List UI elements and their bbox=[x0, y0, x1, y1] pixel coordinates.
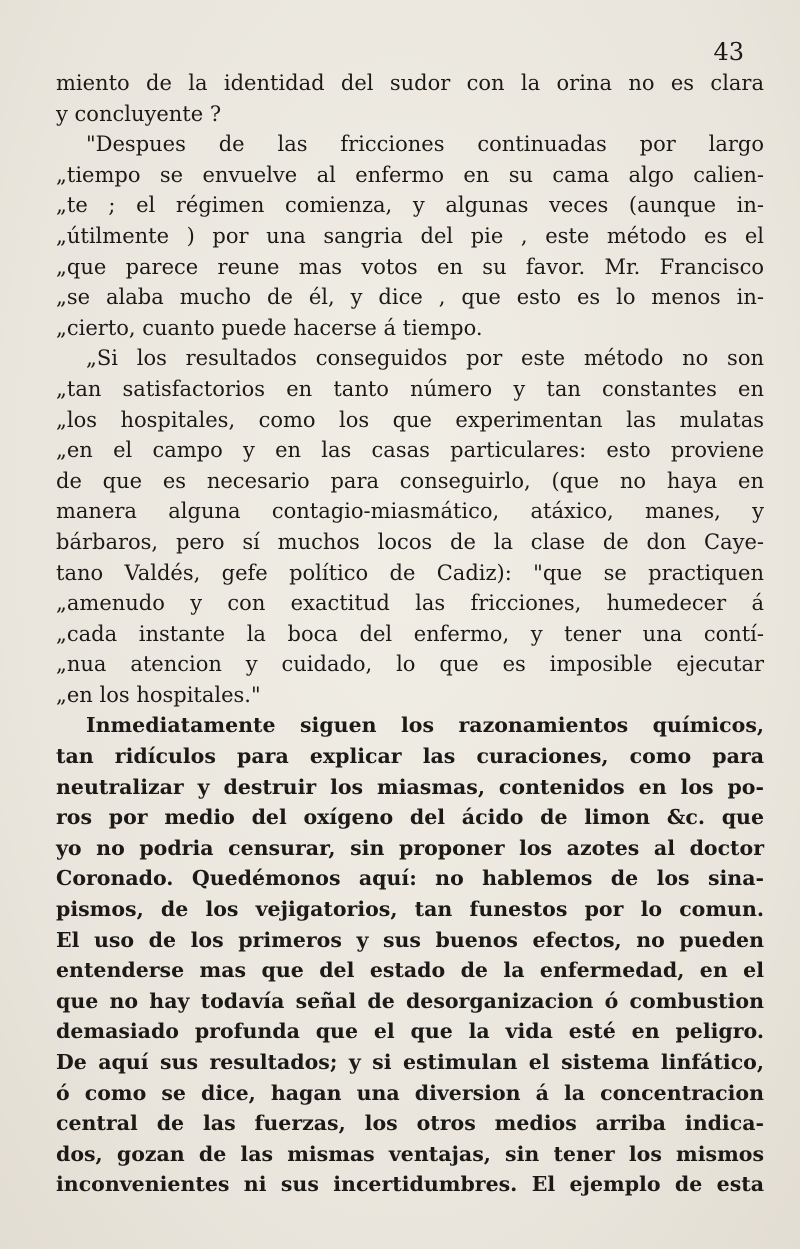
body-text bbox=[56, 68, 764, 1200]
text-line: „en los hospitales." bbox=[56, 682, 261, 707]
text-line: „amenudo y con exactitud las fricciones, humedecer á bbox=[56, 591, 764, 616]
text-line: pismos, de los vejigatorios, tan funestos por lo comun. bbox=[56, 897, 764, 922]
text-line: ros por medio del oxígeno del ácido de limon &c. que bbox=[56, 805, 764, 830]
text-line: tan ridículos para explicar las curaciones, como para bbox=[56, 744, 764, 769]
text-line: Inmediatamente siguen los razonamientos químicos, bbox=[86, 713, 764, 738]
text-line: „te ; el régimen comienza, y algunas veces (aunque in- bbox=[56, 193, 764, 218]
text-line: miento de la identidad del sudor con la orina no es clara bbox=[56, 71, 764, 95]
text-line: tano Valdés, gefe político de Cadiz): "que se practiquen bbox=[56, 560, 764, 585]
text-line: „en el campo y en las casas particulares: esto proviene bbox=[56, 438, 764, 463]
text-line: „tiempo se envuelve al enfermo en su cama algo calien- bbox=[56, 162, 764, 187]
text-line: manera alguna contagio-miasmático, atáxico, manes, y bbox=[56, 499, 764, 524]
text-line: central de las fuerzas, los otros medios arriba indica- bbox=[56, 1111, 764, 1136]
text-line: neutralizar y destruir los miasmas, contenidos en los po- bbox=[56, 774, 764, 799]
text-line: ó como se dice, hagan una diversion á la concentracion bbox=[56, 1080, 764, 1105]
text-line: bárbaros, pero sí muchos locos de la clase de don Caye- bbox=[56, 529, 764, 554]
text-line: entenderse mas que del estado de la enfermedad, en el bbox=[56, 958, 764, 983]
text-line: El uso de los primeros y sus buenos efectos, no pueden bbox=[56, 927, 764, 952]
text-line: „se alaba mucho de él, y dice , que esto es lo menos in- bbox=[56, 285, 764, 310]
text-line: „cierto, cuanto puede hacerse á tiempo. bbox=[56, 315, 483, 340]
text-line: „cada instante la boca del enfermo, y tener una contí- bbox=[56, 621, 764, 646]
text-line: inconvenientes ni sus incertidumbres. El ejemplo de esta bbox=[56, 1172, 764, 1197]
text-line: „tan satisfactorios en tanto número y tan constantes en bbox=[56, 376, 764, 401]
text-line: „que parece reune mas votos en su favor. Mr. Francisco bbox=[56, 254, 764, 279]
text-line: demasiado profunda que el que la vida esté en peligro. bbox=[56, 1019, 764, 1044]
text-line: "Despues de las fricciones continuadas por largo bbox=[86, 132, 764, 157]
page-number: 43 bbox=[713, 38, 744, 66]
text-line: de que es necesario para conseguirlo, (que no haya en bbox=[56, 468, 764, 493]
text-line: „Si los resultados conseguidos por este método no son bbox=[86, 346, 764, 371]
text-line: Coronado. Quedémonos aquí: no hablemos de los sina- bbox=[56, 866, 764, 891]
text-line: „nua atencion y cuidado, lo que es imposible ejecutar bbox=[56, 652, 764, 677]
text-line: „los hospitales, como los que experimentan las mulatas bbox=[56, 407, 764, 432]
text-line: que no hay todavía señal de desorganizacion ó combustion bbox=[56, 988, 764, 1013]
text-line: „útilmente ) por una sangria del pie , este método es el bbox=[56, 223, 764, 248]
text-line: yo no podria censurar, sin proponer los azotes al doctor bbox=[56, 835, 764, 860]
text-line: De aquí sus resultados; y si estimulan el sistema linfático, bbox=[56, 1050, 764, 1074]
text-line: dos, gozan de las mismas ventajas, sin tener los mismos bbox=[56, 1141, 764, 1166]
text-line: y concluyente ? bbox=[56, 101, 222, 126]
